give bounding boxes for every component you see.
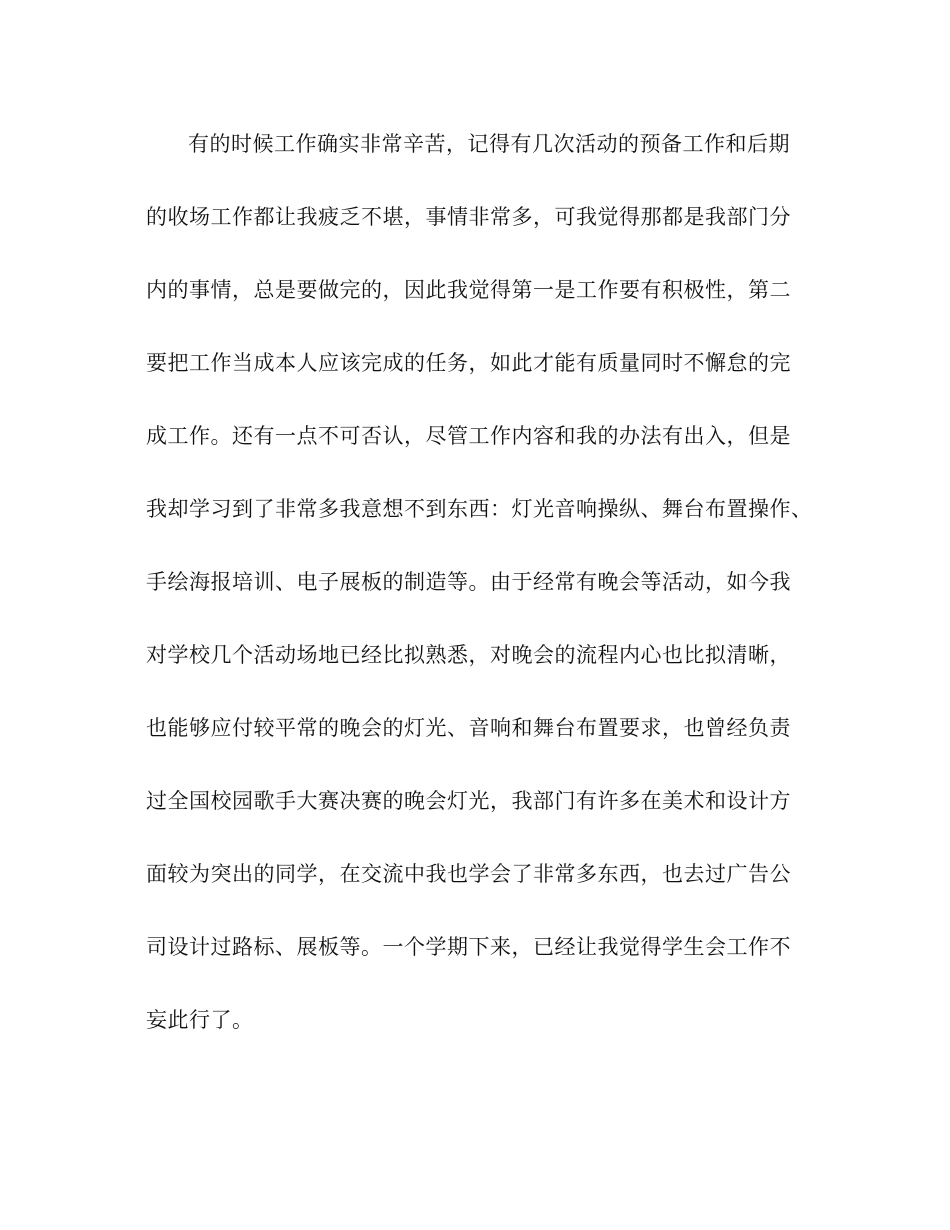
- paragraph-line-5: 成工作。还有一点不可否认，尽管工作内容和我的办法有出入，但是: [146, 424, 791, 448]
- paragraph-line-6: 我却学习到了非常多我意想不到东西：灯光音响操纵、舞台布置操作、: [146, 497, 813, 521]
- paragraph-line-11: 面较为突出的同学，在交流中我也学会了非常多东西，也去过广告公: [146, 862, 791, 886]
- paragraph-line-10: 过全国校园歌手大赛决赛的晚会灯光，我部门有许多在美术和设计方: [146, 789, 791, 813]
- paragraph-line-9: 也能够应付较平常的晚会的灯光、音响和舞台布置要求，也曾经负责: [146, 716, 791, 740]
- paragraph-line-1: 有的时候工作确实非常辛苦，记得有几次活动的预备工作和后期: [188, 132, 790, 156]
- paragraph-line-7: 手绘海报培训、电子展板的制造等。由于经常有晚会等活动，如今我: [146, 570, 791, 594]
- paragraph-line-8: 对学校几个活动场地已经比拟熟悉，对晚会的流程内心也比拟清晰，: [146, 643, 791, 667]
- paragraph-line-3: 内的事情，总是要做完的，因此我觉得第一是工作要有积极性，第二: [146, 278, 791, 302]
- paragraph-line-12: 司设计过路标、展板等。一个学期下来，已经让我觉得学生会工作不: [146, 935, 791, 959]
- paragraph-line-2: 的收场工作都让我疲乏不堪，事情非常多，可我觉得那都是我部门分: [146, 205, 791, 229]
- paragraph-line-4: 要把工作当成本人应该完成的任务，如此才能有质量同时不懈怠的完: [146, 351, 791, 375]
- paragraph-line-13: 妄此行了。: [146, 1008, 254, 1032]
